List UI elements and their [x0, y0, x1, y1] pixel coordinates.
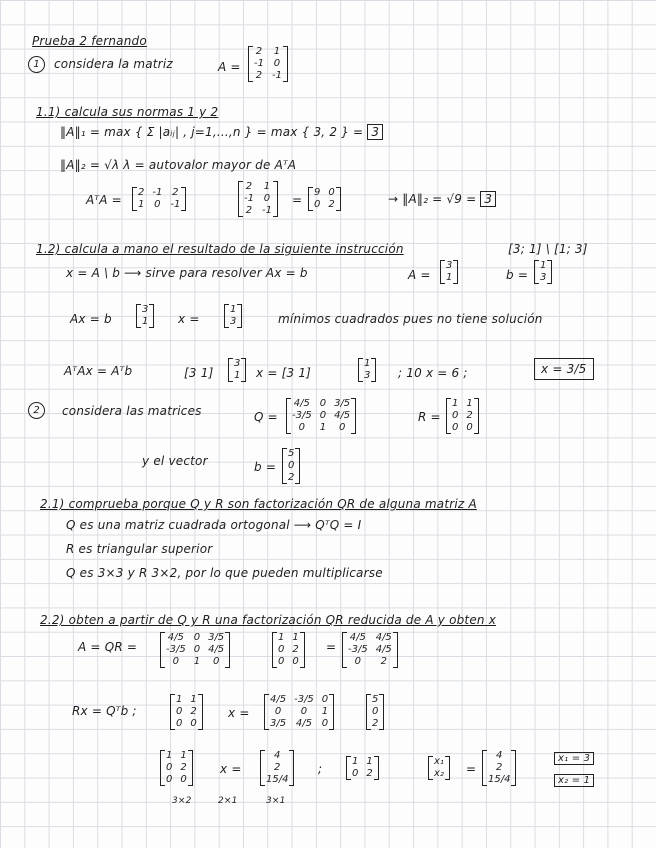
dim-label-1: 3×2 [172, 796, 192, 806]
problem-2-intro: considera las matrices [62, 404, 202, 418]
vector-a: 3 1 [440, 260, 458, 284]
page-title: Prueba 2 fernando [32, 34, 147, 48]
problem-1-intro: considera la matriz [54, 57, 173, 71]
matrix-a: 2 1 -1 0 2 -1 [248, 46, 288, 82]
x2-result: x₂ = 1 [554, 774, 594, 787]
norm2-formula: ‖A‖₂ = √λ λ = autovalor mayor de AᵀA [60, 158, 297, 172]
matrix-q-label: Q = [254, 410, 278, 424]
matrix-r-label: R = [418, 410, 441, 424]
matrix-a-label: A = [218, 60, 241, 74]
section-2-1-heading: 2.1) comprueba porque Q y R son factorización QR de alguna matriz A [40, 497, 477, 511]
vector-a-label: A = [408, 268, 431, 282]
ax-mid: x = [178, 312, 200, 326]
rx-equals-qtb: Rx = Qᵀb ; [72, 704, 137, 718]
qr-equals: = [326, 640, 337, 654]
qr-matrix-q: 4/5 0 3/5 -3/5 0 4/5 0 1 0 [160, 632, 230, 668]
x1-result: x₁ = 3 [554, 752, 594, 765]
section-2-1-line-2: R es triangular superior [66, 542, 213, 556]
matrix-ata: 9 0 0 2 [308, 187, 341, 211]
col-vector-1: 3 1 [228, 358, 246, 382]
problem-number-1: 1 [28, 56, 45, 73]
least-squares-note: mínimos cuadrados pues no tiene solución [278, 312, 543, 326]
matrix-q: 4/5 0 3/5 -3/5 0 4/5 0 1 0 [286, 398, 356, 434]
qr-result: 4/5 4/5 -3/5 4/5 0 2 [342, 632, 398, 668]
norm1-result: 3 [367, 124, 383, 140]
ax-vector: 3 1 [136, 304, 154, 328]
normal-mid: x = [3 1] [256, 366, 312, 380]
section-1-1-heading: 1.1) calcula sus normas 1 y 2 [36, 105, 219, 119]
ata-equals: = [292, 193, 303, 207]
rx-vector-b: 5 0 2 [366, 694, 384, 730]
vector-b: 1 3 [534, 260, 552, 284]
norm1-formula: ‖A‖₁ = max { Σ |aᵢⱼ| , j=1,...,n } = max { 3, 2 } = 3 [60, 125, 383, 139]
normal-equations: AᵀAx = Aᵀb [64, 364, 133, 378]
normal-end: ; 10 x = 6 ; [398, 366, 468, 380]
ax-rhs-vector: 1 3 [224, 304, 242, 328]
section-2-1-line-3: Q es 3×3 y R 3×2, por lo que pueden multiplicarse [66, 566, 383, 580]
qr-matrix-r: 1 1 0 2 0 0 [272, 632, 305, 668]
vector-b2: 5 0 2 [282, 448, 300, 484]
norm2-result-line: → ‖A‖₂ = √9 = 3 [388, 192, 496, 206]
problem-number-2: 2 [28, 402, 45, 419]
backslash-meaning: x = A \ b ⟶ sirve para resolver Ax = b [66, 266, 308, 280]
reduced-matrix-r: 1 1 0 2 [346, 756, 379, 780]
norm2-result: 3 [480, 191, 496, 207]
instruction: [3; 1] \ [1; 3] [508, 242, 588, 256]
final-matrix-r: 1 1 0 2 0 0 [160, 750, 193, 786]
final-equals: = [466, 762, 477, 776]
final-rhs-vector: 4 2 15/4 [260, 750, 294, 786]
final-semicolon: ; [318, 762, 323, 776]
final-vector-2: 4 2 15/4 [482, 750, 516, 786]
matrix-a-copy: 2 1 -1 0 2 -1 [238, 181, 278, 217]
row-vector-1: [3 1] [184, 366, 214, 380]
section-2-2-heading: 2.2) obten a partir de Q y R una factorización QR reducida de A y obten x [40, 613, 497, 627]
ata-label: AᵀA = [86, 193, 122, 207]
col-vector-2: 1 3 [358, 358, 376, 382]
matrix-r: 1 1 0 2 0 0 [446, 398, 479, 434]
vector-intro: y el vector [142, 454, 208, 468]
unknowns-vector: x₁ x₂ [428, 756, 450, 780]
section-2-1-line-1: Q es una matriz cuadrada ortogonal ⟶ QᵀQ = I [66, 518, 362, 532]
matrix-a-transpose: 2 -1 2 1 0 -1 [132, 187, 186, 211]
final-x-equals: x = [220, 762, 242, 776]
dim-label-3: 3×1 [266, 796, 286, 806]
vector-b2-label: b = [254, 460, 277, 474]
matrix-q-transpose: 4/5 -3/5 0 0 0 1 3/5 4/5 0 [264, 694, 334, 730]
section-1-2-heading: 1.2) calcula a mano el resultado de la siguiente instrucción [36, 242, 404, 256]
ax-equals-b: Ax = b [70, 312, 112, 326]
dim-label-2: 2×1 [218, 796, 238, 806]
rx-x-equals: x = [228, 706, 250, 720]
a-equals-qr: A = QR = [78, 640, 138, 654]
x-result-box: x = 3/5 [534, 358, 594, 380]
vector-b-label: b = [506, 268, 529, 282]
rx-matrix-r: 1 1 0 2 0 0 [170, 694, 203, 730]
